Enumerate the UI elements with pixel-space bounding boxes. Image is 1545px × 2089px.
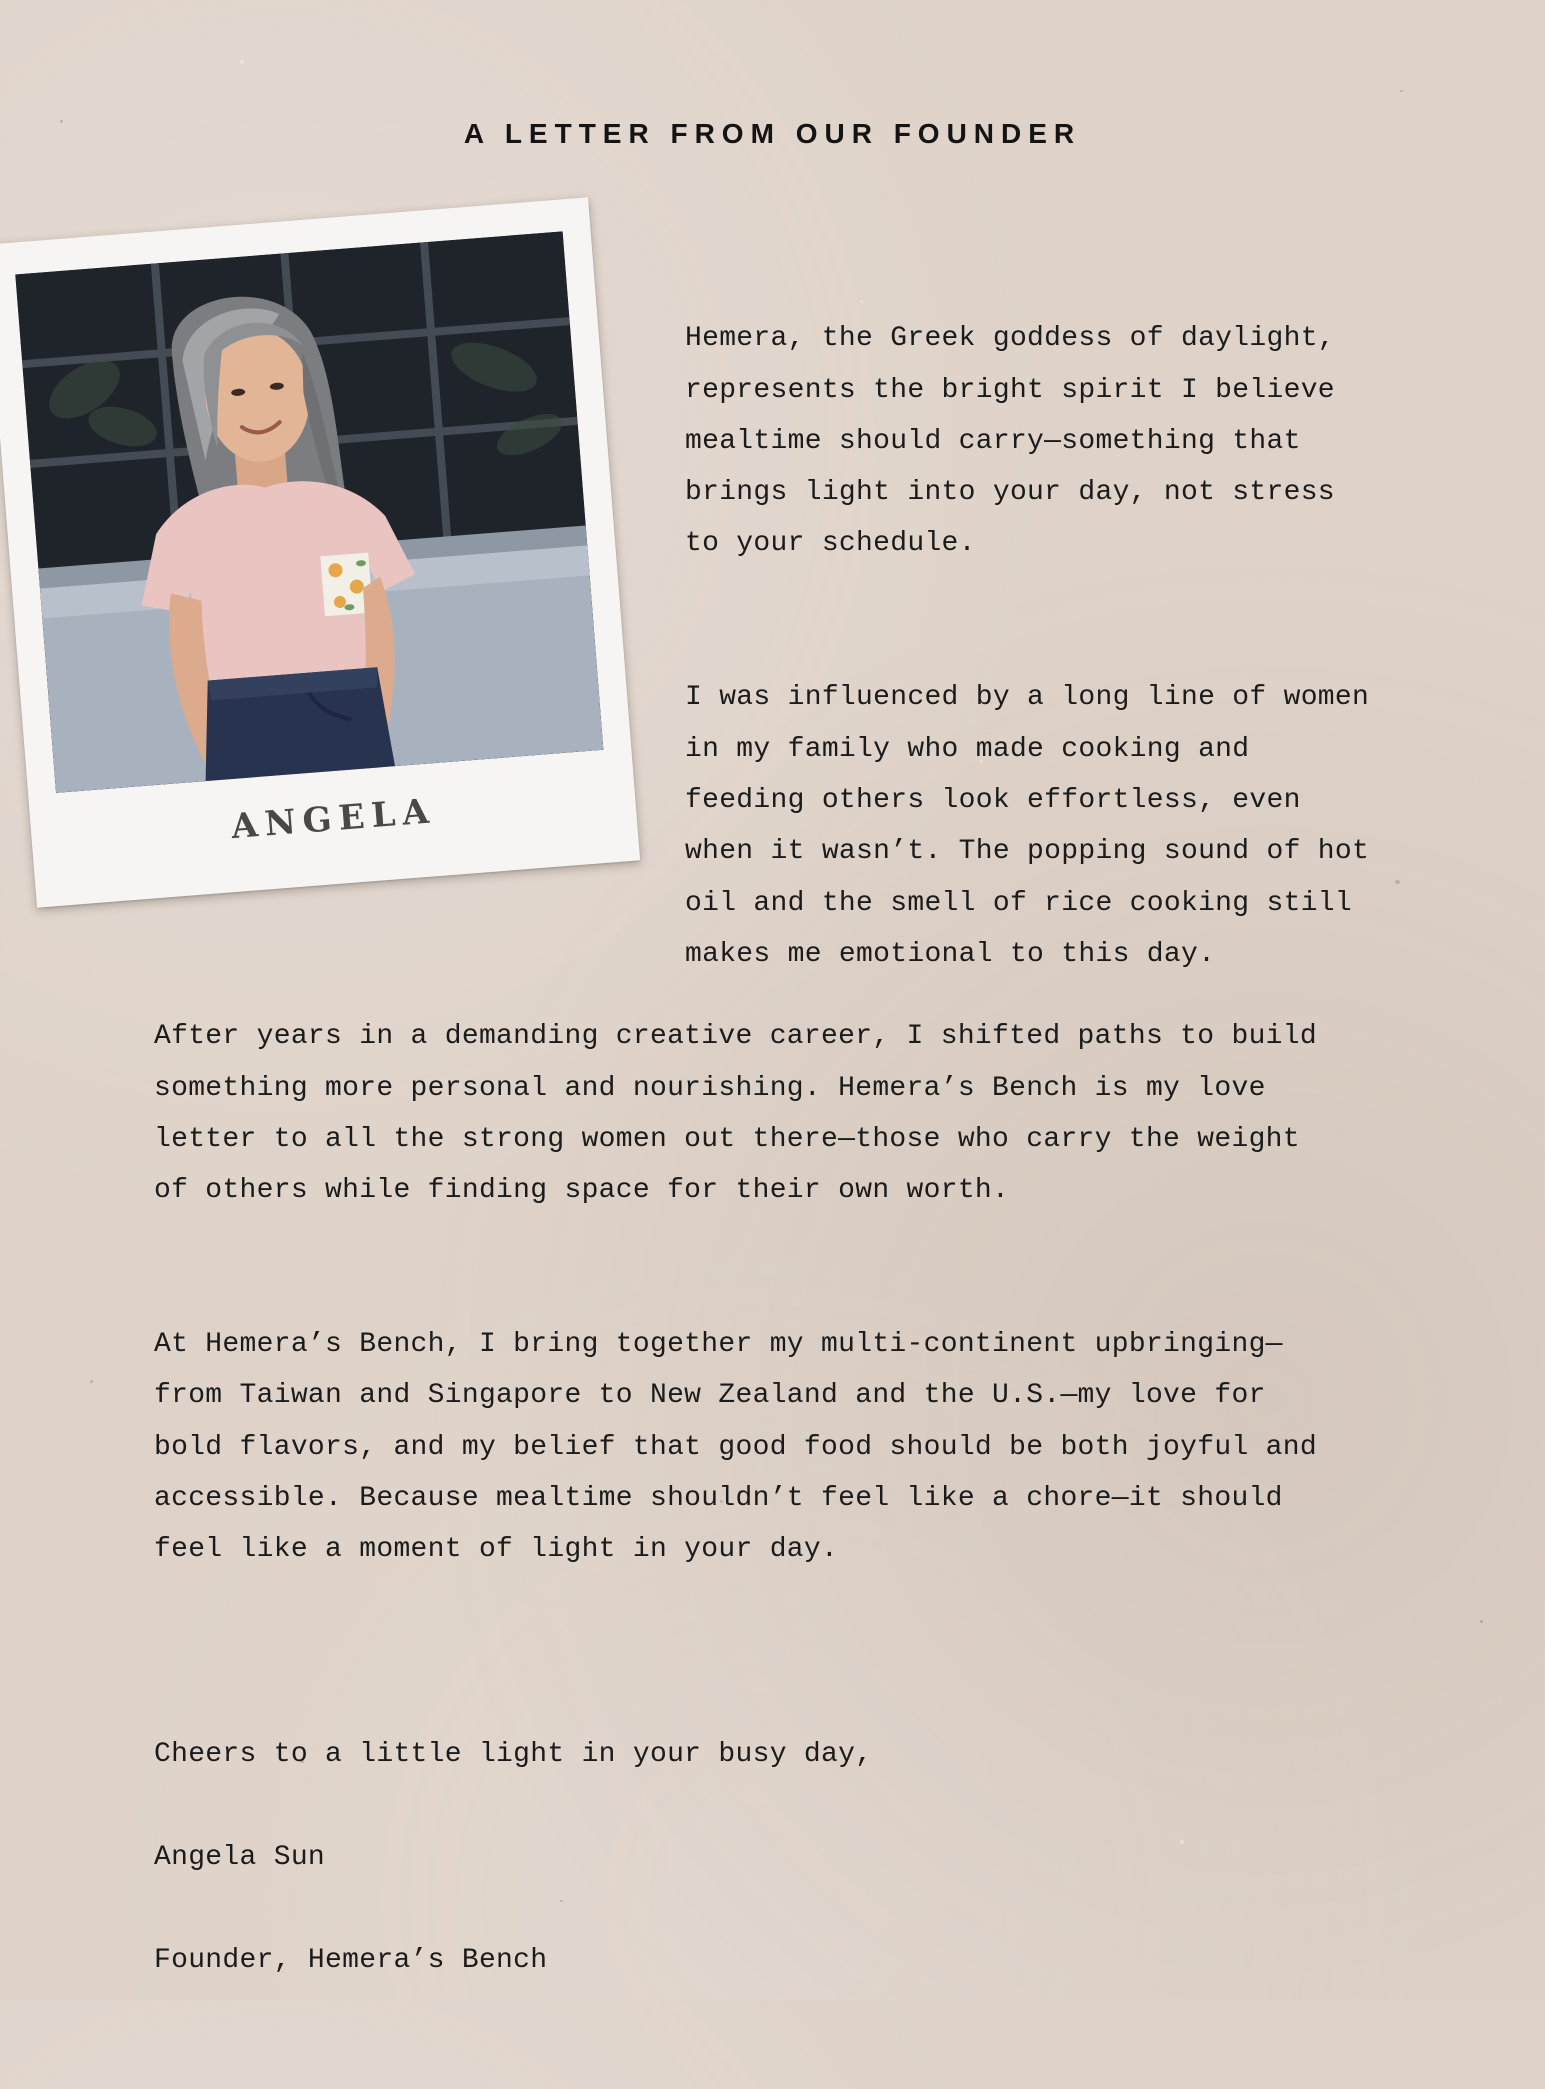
- letter-body: [154, 960, 1454, 2089]
- founder-photo: [15, 231, 603, 792]
- paper-speck: [90, 1380, 93, 1383]
- paper-speck: [1480, 1620, 1483, 1623]
- polaroid-caption: ANGELA: [229, 791, 438, 848]
- closing-line: Cheers to a little light in your busy day,: [154, 1739, 873, 1771]
- letter-paragraph-2: I was influenced by a long line of women in my family who made cooking and feeding others look effortless, even when it wasn’t. The popping sound of hot oil and the smell of rice cooking still makes me emotional to this day.: [685, 682, 1370, 970]
- letter-paragraph-3: After years in a demanding creative career, I shifted paths to build something more personal and nourishing. Hemera’s Bench is my love letter to all the strong women out there—those who carry the weight of others while finding space for their own worth.: [154, 1021, 1317, 1207]
- letter-paragraph-4: At Hemera’s Bench, I bring together my multi-continent upbringing— from Taiwan and Singapore to New Zealand and the U.S.—my love for bold flavors, and my belief that good food should be both joyful and accessible. Because mealtime shouldn’t feel like a chore—it should feel like a moment of light in your day.: [154, 1329, 1317, 1566]
- signature-title: Founder, Hemera’s Bench: [154, 1944, 548, 1976]
- paper-speck: [240, 60, 244, 64]
- signature-name: Angela Sun: [154, 1842, 326, 1874]
- letter-paragraph-1: Hemera, the Greek goddess of daylight, represents the bright spirit I believe mealtime should carry—something that brings light into your day, not stress to your schedule.: [685, 323, 1335, 560]
- founder-portrait-illustration: [15, 231, 603, 792]
- page-title: A LETTER FROM OUR FOUNDER: [463, 118, 1082, 149]
- paper-speck: [1400, 90, 1403, 92]
- founder-polaroid: [0, 197, 640, 907]
- letter-signoff: [154, 1678, 1454, 2037]
